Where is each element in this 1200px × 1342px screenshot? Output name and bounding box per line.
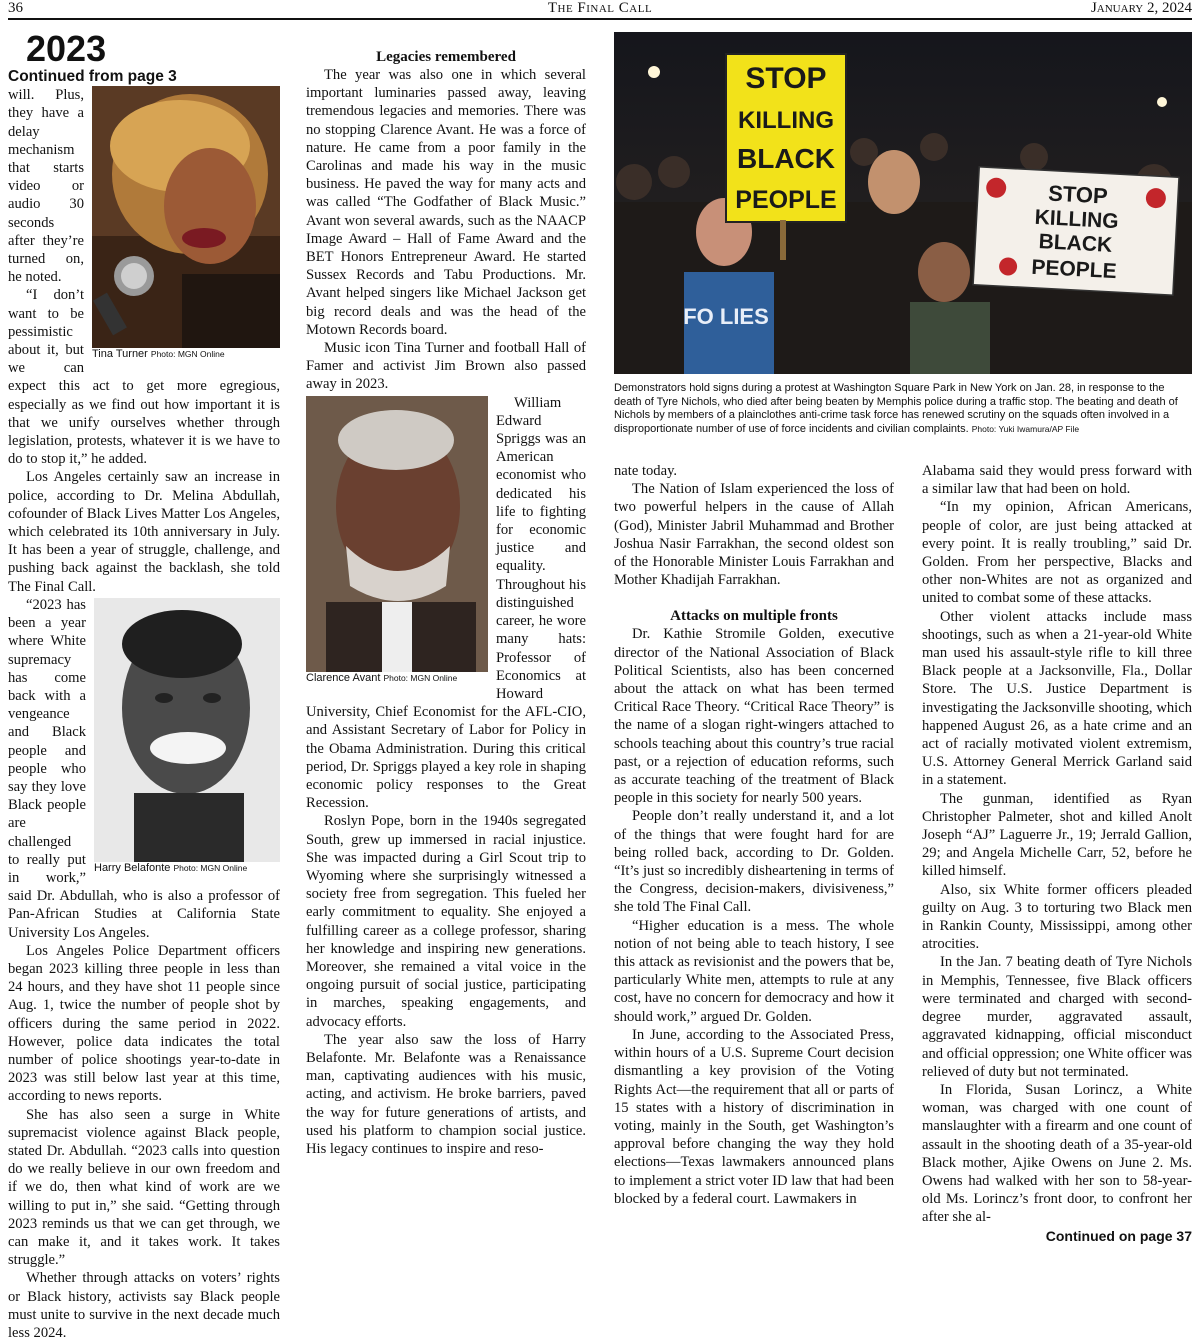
subhead-attacks: Attacks on multiple fronts <box>670 608 838 625</box>
col1-para-3: Los Angeles certainly saw an increase in police, according to Dr. Melina Abdullah, cofounder of Black Lives Matter Los Angeles, which celebrated its 10th anniversary in July. It has been a year of struggle, challenge, and pushing back against the backlash, she told The Final Call. <box>8 469 280 595</box>
col3-para-6: In June, according to the Associated Press, within hours of a U.S. Supreme Court decision dismantling a key provision of the Voting Rights Act—the requirement that all or parts of 15 states with a history of discrimination in voting, mainly in the South, get Washington’s approval before changing the way they hold elections—Texas lawmakers announced plans to implement a strict voter ID law that had been blocked by a federal court. Lawmakers in <box>614 1026 894 1207</box>
column-4 <box>922 462 1192 1245</box>
continued-on: Continued on page 37 <box>1045 1227 1192 1244</box>
col1-para-7: Whether through attacks on voters’ rights or Black history, activists say Black people must unite to survive in the next decade much less 2024. <box>8 1270 280 1342</box>
col3-para-3: Dr. Kathie Stromile Golden, executive director of the National Association of Black Political Scientists, also has been concerned about the attack on what has been termed Critical Race Theory. “Critical Race Theory” is the name of a slogan right-wingers attached to schools teaching about this country’s true racial past, or a rejection of education reforms, such as accurate teaching of the treatment of Black people in this society for nearly 500 years. <box>614 626 894 807</box>
subhead-legacies: Legacies remembered <box>376 49 516 65</box>
caption-harry-belafonte: Harry Belafonte Photo: MGN Online <box>94 861 248 874</box>
col4-para-7: In Florida, Susan Lorincz, a White woman, was charged with one count of manslaughter with a firearm and one count of assault in the shooting death of a 35-year-old Black mother, Ajike Owens on June 2. Ms. Owens had walked with her son to 58-year-old Ms. Lorincz’s front door, to confront her after she al- <box>922 1081 1192 1226</box>
col4-para-5: Also, six White former officers pleaded guilty on Aug. 3 to torturing two Black men in Rankin County, Mississippi, among other atrocities. <box>922 881 1192 953</box>
col2-para-4: Roslyn Pope, born in the 1940s segregated South, grew up immersed in racial injustice. She was impacted during a Girl Scout trip to Wyoming where she surprisingly witnessed a society free from segregation. This fueled her early commitment to equality. She enjoyed a fulfilling career as a college professor, sharing her knowledge and inspiring new generations. Moreover, she remained a vital voice in the ongoing pursuit of social justice, participating in marches, speaking engagements, and advocacy efforts. <box>306 813 586 1030</box>
photo-tina-turner <box>92 86 280 361</box>
col4-para-4: The gunman, identified as Ryan Christopher Palmeter, shot and killed Anolt Joseph “AJ” Laguerre Jr., 19; Jerrald Gallion, 29; and Angela Michelle Carr, 52, before he killed himself. <box>922 790 1192 880</box>
sign2-line1: STOP <box>1047 180 1109 209</box>
photo-clarence-avant <box>306 396 488 685</box>
continued-from: Continued from page 3 <box>8 68 177 85</box>
photo-harry-belafonte <box>94 598 280 875</box>
clarence-avant-image <box>306 396 488 672</box>
publication-name: The Final Call <box>547 0 653 16</box>
sign2-line4: PEOPLE <box>1030 255 1118 284</box>
col3-para-2: The Nation of Islam experienced the loss of two powerful helpers in the cause of Allah (God), Minister Jabril Muhammad and Brother Joshua Nasir Farrakhan, the second oldest son of the Honorable Minister Louis Farrakhan and Mother Khadijah Farrakhan. <box>614 481 894 589</box>
col2-para-2: Music icon Tina Turner and football Hall of Famer and activist Jim Brown also passed away in 2023. <box>306 340 586 393</box>
protest-photo <box>614 32 1192 436</box>
column-2 <box>306 48 586 1310</box>
col4-para-3: Other violent attacks include mass shootings, such as when a 21-year-old White man used his assault-style rifle to kill three Black people at a Jacksonville, Fla., Dollar Store. The U.S. Justice Department is investigating the Jacksonville shooting, which happened August 26, as a hate crime and an act of racially motivated violent extremism, U.S. Attorney General Merrick Garland said in a statement. <box>922 608 1192 789</box>
col4-para-1: Alabama said they would press forward with a similar law that had been on hold. <box>922 463 1192 498</box>
sign2-line2: KILLING <box>1034 205 1120 234</box>
col3-para-5: “Higher education is a mess. The whole notion of not being able to teach history, I see this attack as revisionist and the powers that be, particularly White men, attempts to rule at any cost, have no concern for democracy and how it should work,” argued Dr. Golden. <box>614 917 895 1025</box>
col4-para-6: In the Jan. 7 beating death of Tyre Nichols in Memphis, Tennessee, five Black officers were terminated and charged with second-degree murder, aggravated assault, aggravated kidnapping, official misconduct and official oppression; one White officer was relieved of duty but not terminated. <box>922 954 1192 1080</box>
col2-para-1: The year was also one in which several important luminaries passed away, leaving tremendous legacies and memories. There was no stopping Clarence Avant. He was a force of nature. He came from a poor family in the Carolinas and made his way in the music business. He paved the way for many acts and was called “The Godfather of Black Music.” Avant won several awards, such as the NAACP Image Award – Hall of Fame Award and the BET Honors Entrepreneur Award. He started Sussex Records and Tabu Productions. Mr. Avant helped singers like Michael Jackson get big record deals and was the head of the Motown Records board. <box>306 67 586 338</box>
article-kicker: 2023 <box>26 28 107 69</box>
col1-para-6: She has also seen a surge in White supremacist violence against Black people, stated Dr. Abdullah. “2023 calls into question do we really believe in our own freedom and if we do, then what kind of work are we willing to put in,” she said. “Getting through 2023 reminds us that we can get through, we can make it, and it takes work. It takes struggle.” <box>8 1106 280 1269</box>
caption-clarence-avant: Clarence Avant Photo: MGN Online <box>306 671 458 684</box>
tina-turner-image <box>92 86 280 348</box>
col1-para-5: Los Angeles Police Department officers began 2023 killing three people in less than 24 hours, and they have shot 11 people since Aug. 1, twice the number of people shot by officers during the same period in 2022. However, police data indicates the total number of police shootings year-to-date in 2023 was still below last year at this time, according to news reports. <box>8 942 280 1105</box>
shirt-text: FO LIES <box>683 304 769 329</box>
sign1-line3: BLACK <box>737 143 835 174</box>
page-number: 36 <box>8 0 23 16</box>
issue-date: January 2, 2024 <box>1090 0 1192 16</box>
col1-para-4: “2023 has been a year where White supremacy has come back with a vengeance and Black people and people who say they love Black people are challenged to really put in work,” said Dr. Abdullah, who is also a professor of Pan-African Studies at California State University Los Angeles. <box>8 596 280 941</box>
sign1-line4: PEOPLE <box>735 186 837 214</box>
protest-image <box>614 32 1192 374</box>
column-1 <box>8 28 280 1342</box>
col3-para-4: People don’t really understand it, and a lot of the things that were fought hard for are being rolled back, according to Dr. Golden. “It’s just so incredibly disheartening in terms of the Congress, decision-makers, divisiveness,” she told The Final Call. <box>614 808 894 916</box>
sign1-line1: STOP <box>745 62 827 95</box>
harry-belafonte-image <box>94 598 280 862</box>
col2-para-5: The year also saw the loss of Harry Belafonte. Mr. Belafonte was a Renaissance man, captivating audiences with his music, acting, and activism. He broke barriers, paved the way for future generations of artists, and used his platform to champion social justice. His legacy continues to inspire and reso- <box>306 1031 586 1157</box>
col4-para-2: “In my opinion, African Americans, people of color, are just being attacked at every point. It is really troubling,” said Dr. Golden. From her perspective, Blacks and other non-Whites are not as organized and united to combat some of these attacks. <box>922 499 1192 607</box>
sign2-line3: BLACK <box>1038 230 1113 257</box>
caption-tina-turner: Tina Turner Photo: MGN Online <box>92 348 225 361</box>
col1-para-2: “I don’t want to be pessimistic about it, but we can expect this act to get more egregious, especially as we find out how important it is that we unify ourselves whether through legislation, protests, whatever it is we have to do to stop it,” he added. <box>8 287 280 468</box>
col1-para-1: will. Plus, they have a delay mechanism that starts video or audio 30 seconds after they’re turned on, he noted. <box>8 87 84 286</box>
protest-caption: Demonstrators hold signs during a protest at Washington Square Park in New York on Jan. 28, in response to the death of Tyre Nichols, who died after being beaten by Memphis police during a traffic stop. The beating and death of Nichols by members of a plainclothes anti-crime task force has renewed scrutiny on the squads often involved in a disproportionate number of use of force incidents and civilian complaints. Photo: Yuki Iwamura/AP File <box>614 382 1178 435</box>
col3-para-1: nate today. <box>614 463 678 479</box>
sign1-line2: KILLING <box>738 107 834 134</box>
col2-para-3: William Edward Spriggs was an American economist who dedicated his life to fighting for economic justice and equality. Throughout his distinguished career, he wore many hats: Professor of Economics at Howard University, Chief Economist for the AFL-CIO, and Assistant Secretary of Labor for Policy in the Obama Administration. During this critical period, Dr. Spriggs played a key role in shaping economic policy responses to the Great Recession. <box>306 394 586 812</box>
column-3 <box>614 462 894 1208</box>
page-header <box>8 0 1192 20</box>
